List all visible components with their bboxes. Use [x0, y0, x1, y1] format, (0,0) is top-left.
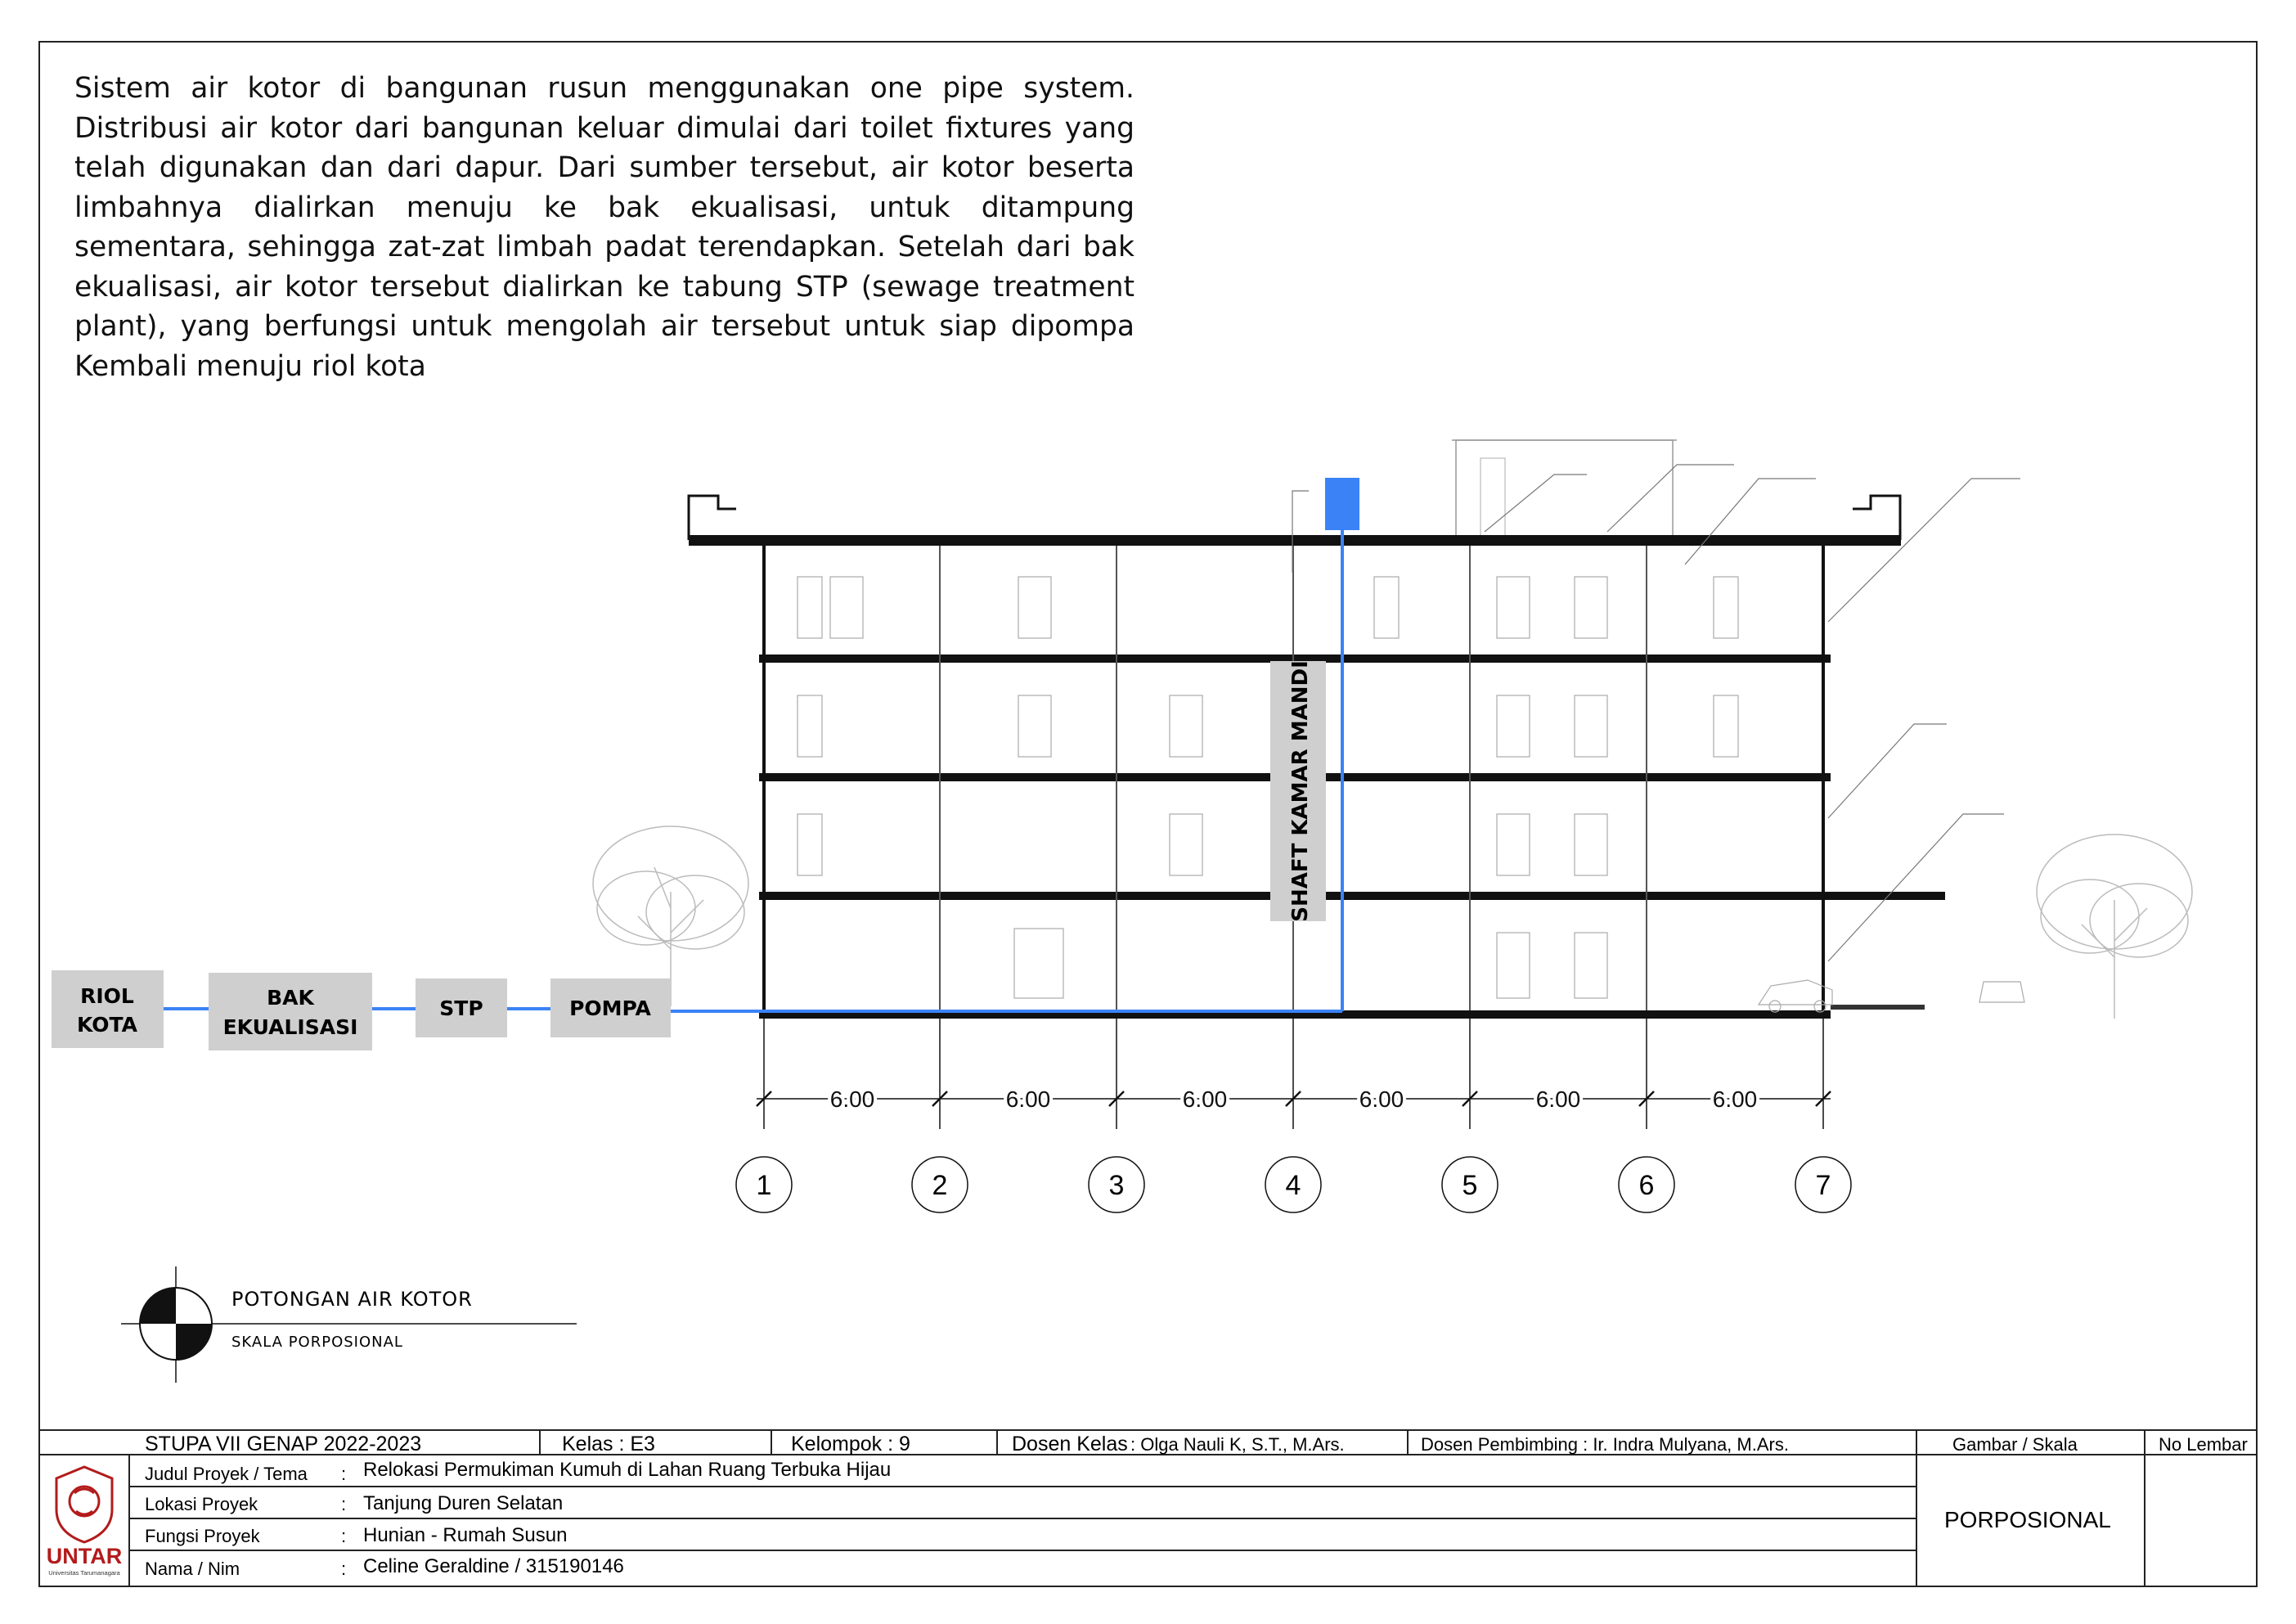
scale-value: PORPOSIONAL — [1944, 1507, 2111, 1532]
dosen-kelas-value: : Olga Nauli K, S.T., M.Ars. — [1130, 1434, 1345, 1455]
svg-text:UNTAR: UNTAR — [46, 1544, 123, 1568]
section-title: POTONGAN AIR KOTOR — [231, 1288, 473, 1311]
course-label: STUPA VII GENAP 2022-2023 — [145, 1433, 422, 1455]
svg-text:6.00: 6.00 — [829, 1086, 875, 1112]
description-paragraph: Sistem air kotor di bangunan rusun menggunakan one pipe system. Distribusi air kotor dari bangunan keluar dimulai dari toilet fixtures yang telah digunakan dan dari dapur. Dari sumber tersebut, air kotor beserta limbahnya dialirkan menuju ke bak ekualisasi, untuk ditampung sementara, sehingga zat-zat limbah padat terendapkan. Setelah dari bak ekualisasi, air kotor tersebut dialirkan ke tabung STP (sewage treatment plant), yang berfungsi untuk mengolah air tersebut untuk siap dipompa Kembali menuju riol kota — [74, 72, 1135, 383]
svg-text:6: 6 — [1638, 1170, 1655, 1201]
dosen-kelas-label: Dosen Kelas — [1012, 1433, 1128, 1455]
svg-text:4: 4 — [1285, 1170, 1301, 1201]
row-label-judul: Judul Proyek / Tema — [145, 1464, 308, 1484]
waste-pipe — [164, 478, 1359, 1011]
section-title-symbol — [121, 1266, 577, 1383]
row-value-fungsi: Hunian - Rumah Susun — [363, 1524, 568, 1546]
kelompok-label: Kelompok : 9 — [791, 1433, 910, 1455]
untar-logo — [43, 1460, 125, 1583]
svg-text:EKUALISASI: EKUALISASI — [222, 1015, 358, 1039]
kelas-label: Kelas : E3 — [562, 1433, 655, 1455]
row-sep-fungsi: : — [341, 1526, 347, 1546]
svg-text:Universitas Tarumanagara: Universitas Tarumanagara — [48, 1569, 120, 1577]
svg-text:6.00: 6.00 — [1712, 1086, 1758, 1112]
svg-text:5: 5 — [1462, 1170, 1478, 1201]
row-label-fungsi: Fungsi Proyek — [145, 1526, 260, 1546]
svg-text:2: 2 — [932, 1170, 948, 1201]
svg-text:6.00: 6.00 — [1182, 1086, 1228, 1112]
svg-text:RIOL: RIOL — [80, 984, 134, 1008]
no-lembar-label: No Lembar — [2159, 1434, 2248, 1455]
flow-box-stp — [416, 978, 507, 1037]
flow-box-pompa — [550, 978, 671, 1037]
svg-text:6.00: 6.00 — [1005, 1086, 1051, 1112]
row-value-lokasi: Tanjung Duren Selatan — [363, 1492, 564, 1514]
section-scale: SKALA PORPOSIONAL — [231, 1334, 403, 1351]
row-sep-lokasi: : — [341, 1494, 347, 1514]
dimension-chain — [757, 1019, 1831, 1129]
row-sep-judul: : — [341, 1464, 347, 1484]
gambar-skala-label: Gambar / Skala — [1952, 1434, 2078, 1455]
flow-box-riol-kota — [52, 970, 164, 1048]
svg-text:1: 1 — [756, 1170, 772, 1201]
row-label-lokasi: Lokasi Proyek — [145, 1494, 258, 1514]
flow-box-bak-ekualisasi — [209, 973, 372, 1050]
svg-text:POMPA: POMPA — [569, 996, 651, 1020]
grid-axis-bubbles — [736, 1157, 1851, 1212]
furniture-hints — [798, 577, 2024, 1012]
svg-text:KOTA: KOTA — [77, 1013, 137, 1037]
svg-text:BAK: BAK — [267, 986, 314, 1010]
title-block — [38, 1429, 2258, 1587]
svg-text:SHAFT KAMAR MANDI: SHAFT KAMAR MANDI — [1288, 660, 1313, 922]
row-label-nama: Nama / Nim — [145, 1559, 240, 1579]
row-value-nama: Celine Geraldine / 315190146 — [363, 1555, 624, 1577]
row-sep-nama: : — [341, 1559, 347, 1579]
tree-right — [2037, 834, 2192, 1019]
svg-text:7: 7 — [1815, 1170, 1831, 1201]
svg-text:STP: STP — [439, 996, 483, 1020]
svg-text:6.00: 6.00 — [1359, 1086, 1404, 1112]
svg-text:6.00: 6.00 — [1535, 1086, 1581, 1112]
svg-text:3: 3 — [1108, 1170, 1125, 1201]
roof-tank-icon — [1325, 478, 1359, 530]
row-value-judul: Relokasi Permukiman Kumuh di Lahan Ruang Terbuka Hijau — [363, 1459, 892, 1481]
shaft-kamar-mandi-label — [1270, 660, 1326, 922]
dosen-pembimbing: Dosen Pembimbing : Ir. Indra Mulyana, M.Ars. — [1421, 1434, 1789, 1455]
